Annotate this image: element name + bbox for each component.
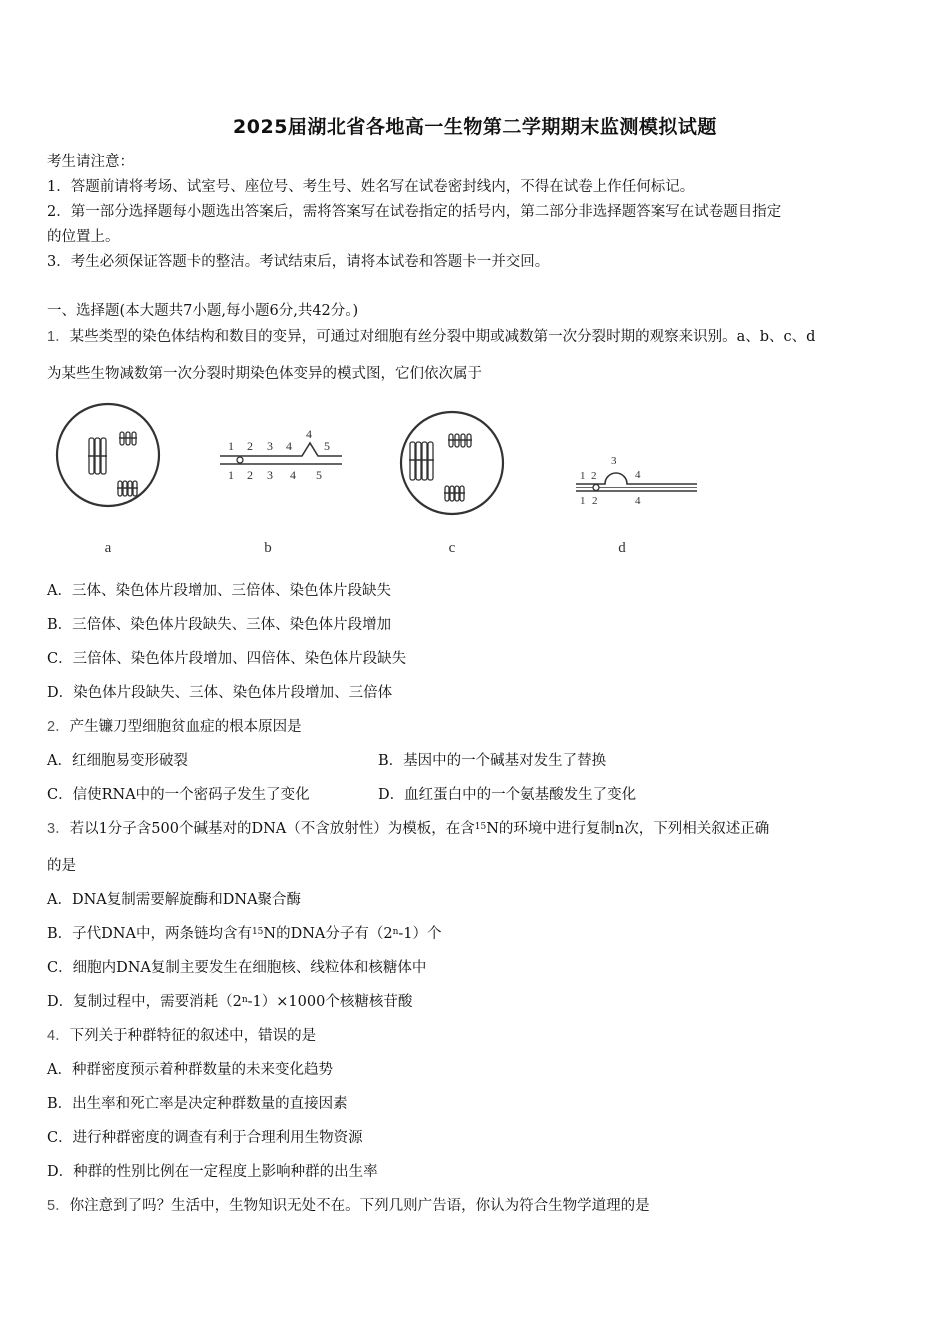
figure-label-b: b: [264, 540, 272, 556]
question-3-cont: 的是: [47, 858, 76, 874]
b-top-num: 4: [306, 427, 312, 441]
b-bottom-num: 2: [247, 468, 253, 482]
q4-option-a[interactable]: A．种群密度预示着种群数量的未来变化趋势: [47, 1062, 333, 1078]
question-number: 4．: [47, 1028, 70, 1044]
q1-option-b[interactable]: B．三倍体、染色体片段缺失、三体、染色体片段增加: [47, 617, 392, 633]
figure-label-d: d: [618, 540, 626, 556]
d-top-num: 2: [591, 470, 597, 482]
notice-item-3: 3．考生必须保证答题卡的整洁。考试结束后，请将本试卷和答题卡一并交回。: [47, 254, 550, 270]
section-heading: 一、选择题(本大题共7小题,每小题6分,共42分。): [47, 303, 359, 319]
figure-c: [401, 412, 503, 556]
q2-option-d[interactable]: D．血红蛋白中的一个氨基酸发生了变化: [378, 787, 637, 803]
b-top-num: 2: [247, 439, 253, 453]
figure-label-c: c: [448, 540, 456, 556]
question-3: [47, 819, 769, 839]
q2-option-a[interactable]: A．红细胞易变形破裂: [47, 753, 188, 769]
option-text: D．复制过程中，需要消耗（2: [47, 994, 242, 1010]
q1-option-a[interactable]: A．三体、染色体片段增加、三倍体、染色体片段缺失: [47, 583, 391, 599]
question-text: 你注意到了吗？生活中，生物知识无处不在。下列几则广告语，你认为符合生物学道理的是: [69, 1198, 650, 1214]
page-title: 2025届湖北省各地高一生物第二学期期末监测模拟试题: [233, 116, 717, 138]
chromosome-variation-figure: [40, 398, 740, 568]
question-number: 5．: [47, 1198, 70, 1214]
question-2: [47, 717, 302, 737]
b-bottom-num: 4: [290, 468, 296, 482]
b-top-num: 1: [228, 439, 234, 453]
d-bottom-num: 1: [580, 495, 586, 507]
d-top-num: 4: [635, 469, 641, 481]
figure-d: [576, 455, 697, 556]
q4-option-b[interactable]: B．出生率和死亡率是决定种群数量的直接因素: [47, 1096, 348, 1112]
b-bottom-num: 5: [316, 468, 322, 482]
b-top-num: 3: [267, 439, 273, 453]
q2-option-b[interactable]: B．基因中的一个碱基对发生了替换: [378, 753, 607, 769]
q4-option-c[interactable]: C．进行种群密度的调查有利于合理利用生物资源: [47, 1130, 363, 1146]
figure-a: [57, 404, 159, 556]
question-number: 1．: [47, 329, 70, 345]
question-text: 下列关于种群特征的叙述中，错误的是: [69, 1028, 317, 1044]
isotope-superscript: 15: [474, 822, 487, 832]
exponent-superscript: n: [392, 927, 399, 937]
notice-item-2-cont: 的位置上。: [47, 229, 120, 245]
q2-option-c[interactable]: C．信使RNA中的一个密码子发生了变化: [47, 787, 310, 803]
notice-item-1: 1．答题前请将考场、试室号、座位号、考生号、姓名写在试卷密封线内，不得在试卷上作任何标记。: [47, 179, 695, 195]
q3-option-c[interactable]: C．细胞内DNA复制主要发生在细胞核、线粒体和核糖体中: [47, 960, 427, 976]
q3-option-d[interactable]: [47, 992, 412, 1012]
question-text: 产生镰刀型细胞贫血症的根本原因是: [69, 719, 302, 735]
q1-option-d[interactable]: D．染色体片段缺失、三体、染色体片段增加、三倍体: [47, 685, 393, 701]
d-bottom-num: 2: [592, 495, 598, 507]
figure-b: [220, 427, 342, 556]
question-1: [47, 327, 815, 347]
question-text: N的环境中进行复制n次，下列相关叙述正确: [486, 821, 770, 837]
option-text: -1）个: [398, 926, 442, 942]
b-bottom-num: 3: [267, 468, 273, 482]
q1-option-c[interactable]: C．三倍体、染色体片段增加、四倍体、染色体片段缺失: [47, 651, 407, 667]
question-text: 若以1分子含500个碱基对的DNA（不含放射性）为模板，在含: [69, 821, 475, 837]
d-bottom-num: 4: [635, 495, 641, 507]
question-number: 2．: [47, 719, 70, 735]
question-number: 3．: [47, 821, 70, 837]
q3-option-b[interactable]: [47, 924, 442, 944]
q4-option-d[interactable]: D．种群的性别比例在一定程度上影响种群的出生率: [47, 1164, 378, 1180]
question-1-cont: 为某些生物减数第一次分裂时期染色体变异的模式图，它们依次属于: [47, 366, 482, 382]
q3-option-a[interactable]: A．DNA复制需要解旋酶和DNA聚合酶: [47, 892, 302, 908]
option-text: B．子代DNA中，两条链均含有: [47, 926, 252, 942]
notice-item-2: 2．第一部分选择题每小题选出答案后，需将答案写在试卷指定的括号内，第二部分非选择题答案写在试卷题目指定: [47, 204, 782, 220]
exponent-superscript: n: [241, 995, 248, 1005]
b-top-num: 5: [324, 439, 330, 453]
isotope-superscript: 15: [251, 927, 264, 937]
d-top-num: 3: [611, 455, 617, 467]
question-text: 某些类型的染色体结构和数目的变异，可通过对细胞有丝分裂中期或减数第一次分裂时期的观察来识别。a、b、c、d: [69, 329, 816, 345]
question-5: [47, 1196, 650, 1216]
notice-heading: 考生请注意：: [47, 154, 134, 170]
option-text: N的DNA分子有（2: [263, 926, 393, 942]
option-text: -1）×1000个核糖核苷酸: [247, 994, 413, 1010]
b-top-num: 4: [286, 439, 292, 453]
b-bottom-num: 1: [228, 468, 234, 482]
d-top-num: 1: [580, 470, 586, 482]
question-4: [47, 1026, 316, 1046]
figure-label-a: a: [104, 540, 112, 556]
